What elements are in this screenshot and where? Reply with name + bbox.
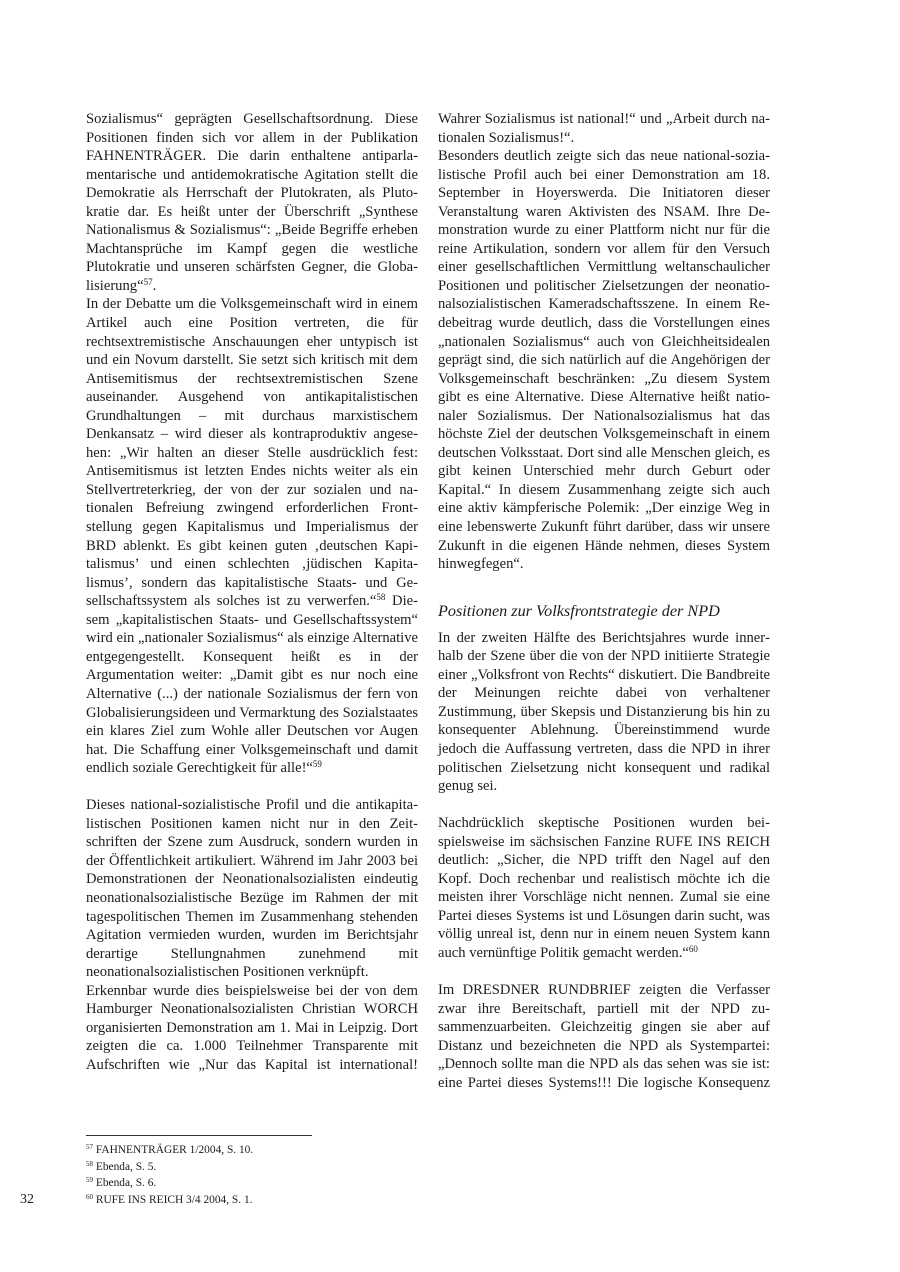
footnote-divider [86,1135,312,1136]
paragraph: Sozialismus“ geprägten Gesellschaftsordnung. Diese Positionen finden sich vor allem in der Publikation FAHNENTRÄGER. Die darin enthaltene antiparlamentarische und antidemokratische Agitation stellt die Demokratie als Herrschaft der Plutokraten, als Plutokratie dar. Es heißt unter der Überschrift „Synthese Nationalismus & Sozialismus“: „Beide Begriffe erheben Machtansprüche im Kampf gegen die westliche Plutokratie und unseren schärfsten Gegner, die Globalisierung“$^{57}$. [86,111,418,294]
page-number: 32 [20,1192,34,1207]
right-column [438,110,770,1092]
paragraph: In der Debatte um die Volksgemeinschaft wird in einem Artikel auch eine Position vertreten, die für rechtsextremistische Anschauungen eher untypisch ist und ein Novum darstellt. Sie setzt sich kritisch mit dem Antisemitismus der rechtsextremistischen Szene auseinander. Ausgehend von antikapitalistischen Grundhaltungen – mit durchaus marxistischem Denkansatz – wird dieser als kontraproduktiv angesehen: „Wir halten an dieser Stelle ausdrücklich fest: Antisemitismus ist letzten Endes nichts weiter als ein Stellvertreterkrieg, der von der zur sozialen und nationalen Befreiung zwingend erforderlichen Frontstellung gegen Kapitalismus und Imperialismus der BRD ablenkt. Es gibt keinen guten ‚deutschen Kapitalismus’ und einen schlechten ‚jüdischen Kapitalismus’, sondern das kapitalistische Staats- und Gesellschaftssystem als solches ist zu verwerfen.“$^{58}$ Diesem „kapitalistischen Staats- und Gesellschaftssystem“ wird ein „nationaler Sozialismus“ als einzige Alternative entgegengestellt. Konsequent heißt es in der Argumentation weiter: „Damit gibt es nur noch eine Alternative (...) der nationale Sozialismus der fern von Globalisierungsideen und Vermarktung des Sozialstaates ein klares Ziel zum Wohle aller Deutschen vor Augen hat. Die Schaffung einer Volksgemeinschaft und damit endlich soziale Gerechtigkeit für alle!“$^{59}$ [86,296,418,777]
paragraph: Wahrer Sozialismus ist national!“ und „Arbeit durch nationalen Sozialismus!“. [438,111,770,146]
footnote: $^{60}$ RUFE INS REICH 3/4 2004, S. 1. [86,1192,253,1206]
footnote-ref[interactable]: 60 [688,943,698,954]
paragraph: Erkennbar wurde dies beispielsweise bei der von dem Hamburger Neonationalsozialisten Christian WORCH organisierten Demonstration am 1. Mai in Leipzig. Dort zeigten die ca. 1.000 Teilnehmer Transparente mit Aufschriften wie „Nur das Kapital ist international! [86,982,418,1073]
left-column [86,110,418,1074]
paragraph: Nachdrücklich skeptische Positionen wurden beispielsweise im sächsischen Fanzine RUFE INS REICH deutlich: „Sicher, die NPD trifft den Nagel auf den Kopf. Doch rechenbar und realistisch möchte ich die meisten ihrer Vorschläge nicht nennen. Zumal sie eine Partei dieses Systems ist und Lösungen darin sucht, was völlig unreal ist, denn nur in einem neuen System kann auch vernünftige Politik gemacht werden.“$^{60}$ [438,815,770,961]
paragraph: Besonders deutlich zeigte sich das neue national-sozialistische Profil auch bei einer Demonstration am 18. September in Hoyerswerda. Die Initiatoren dieser Veranstaltung waren Aktivisten des NSAM. Ihre Demonstration wurde zu einer Plattform nicht nur für die reine Artikulation, sondern vor allem für den Versuch einer gesellschaftlichen Vermittlung weltanschaulicher Positionen und politischer Zielsetzungen der neonationalsozialistischen Kameradschaftsszene. In einem Redebeitrag wurde deutlich, dass die Vorstellungen eines „nationalen Sozialismus“ auch von Gleichheitsidealen geprägt sind, die sich natürlich auf die Angehörigen der Volksgemeinschaft beschränken: „Zu diesem System gibt es eine Alternative. Diese Alternative heißt nationaler Sozialismus. Der Nationalsozialismus hat das höchste Ziel der deutschen Volksgemeinschaft in einem deutschen Volksstaat. Dort sind alle Menschen gleich, es gibt keinen Unterschied mehr durch Geburt oder Kapital.“ In diesem Zusammenhang zeigte sich auch eine aktiv kämpferische Polemik: „Der einzige Weg in eine lebenswerte Zukunft führt darüber, dass wir unsere Zukunft in die eigenen Hände nehmen, dieses System hinwegfegen“. [438,148,770,573]
footnote: $^{58}$ Ebenda, S. 5. [86,1159,157,1173]
footnote: $^{59}$ Ebenda, S. 6. [86,1176,157,1190]
footnote-ref[interactable]: 59 [312,759,322,770]
section-heading: Positionen zur Volksfrontstrategie der NPD [438,601,720,620]
footnote-ref[interactable]: 57 [143,276,153,287]
paragraph: Im DRESDNER RUNDBRIEF zeigten die Verfasser zwar ihre Bereitschaft, partiell mit der NPD zusammenzuarbeiten. Gleichzeitig gingen sie aber auf Distanz und bezeichneten die NPD als Systempartei: „Dennoch sollte man die NPD als das sehen was sie ist: eine Partei dieses Systems!!! Die logische Konsequenz [438,982,770,1091]
footnote: $^{57}$ FAHNENTRÄGER 1/2004, S. 10. [86,1143,254,1156]
footnotes [86,1142,486,1208]
paragraph: In der zweiten Hälfte des Berichtsjahres wurde innerhalb der Szene über die von der NPD initiierte Strategie einer „Volksfront von Rechts“ diskutiert. Die Bandbreite der Meinungen reichte dabei von verhaltener Zustimmung, über Skepsis und Distanzierung bis hin zu konsequenter Ablehnung. Übereinstimmend wurde jedoch die Auffassung vertreten, dass die NPD in ihrer politischen Zielsetzung nicht konsequent und radikal genug sei. [438,629,770,795]
paragraph: Dieses national-sozialistische Profil und die antikapitalistischen Positionen kamen nicht nur in den Zeitschriften der Szene zum Ausdruck, sondern wurden in der Öffentlichkeit artikuliert. Während im Jahr 2003 bei Demonstrationen der Neonationalsozialisten eindeutig neonationalsozialistische Bezüge im Rahmen der mit tagespolitischen Themen im Zusammenhang stehenden Agitation vermieden wurden, wurden im Berichtsjahr derartige Stellungnahmen zunehmend mit neonationalsozialistischen Positionen verknüpft. [86,797,418,981]
footnote-ref[interactable]: 58 [376,592,386,603]
